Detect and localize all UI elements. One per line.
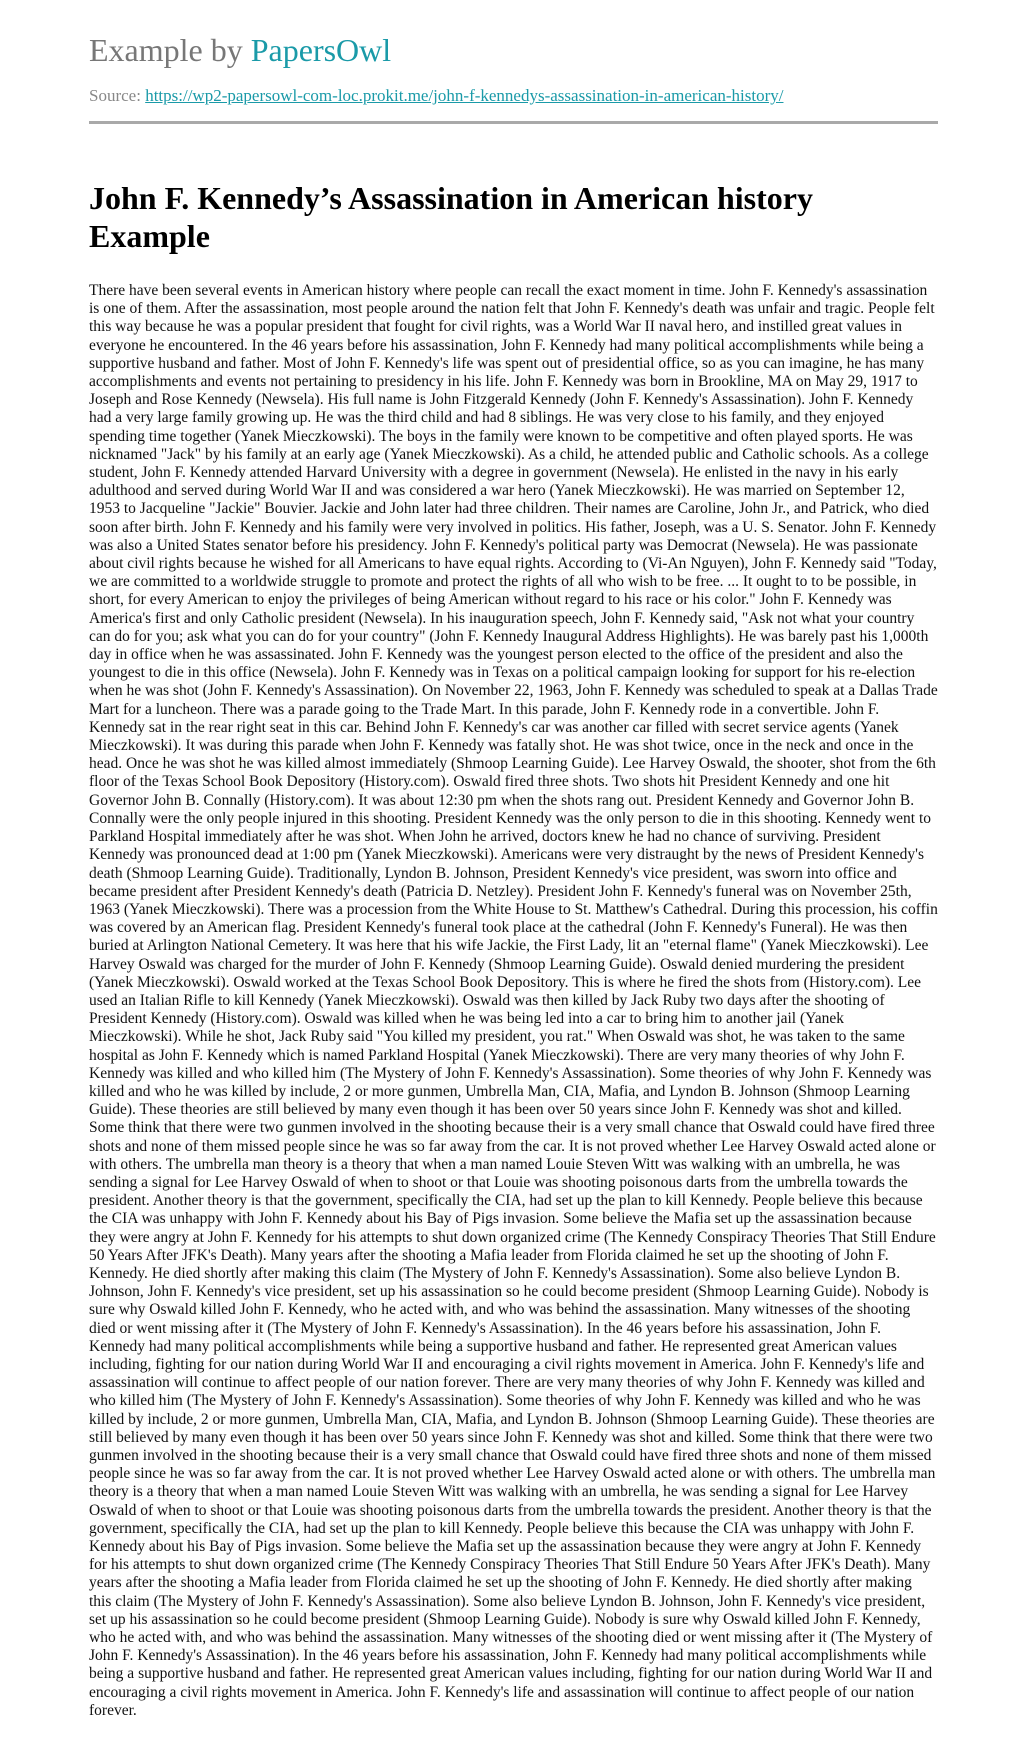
header-divider (89, 121, 938, 124)
brand-name[interactable]: PapersOwl (250, 32, 392, 68)
source-line (89, 84, 938, 108)
document-title: John F. Kennedy’s Assassination in American history Example (89, 180, 813, 254)
brand-prefix: Example by (89, 32, 251, 68)
document-body: There have been several events in American history where people can recall the exact moment in time. John F. Kennedy's assassination is one of them. After the assassination, most people around the nation felt that John F. Kennedy's death was unfair and tragic. People felt this way because he was a popular president that fought for civil rights, was a World War II naval hero, and instilled great values in everyone he encountered. In the 46 years before his assassination, John F. Kennedy had many political accomplishments while being a supportive husband and father. Most of John F. Kennedy's life was spent out of presidential office, so as you can imagine, he has many accomplishments and events not pertaining to presidency in his life. John F. Kennedy was born in Brookline, MA on May 29, 1917 to Joseph and Rose Kennedy (Newsela). His full name is John Fitzgerald Kennedy (John F. Kennedy's Assassination). John F. Kennedy had a very large family growing up. He was the third child and had 8 siblings. He was very close to his family, and they enjoyed spending time together (Yanek Mieczkowski). The boys in the family were known to be competitive and often played sports. He was nicknamed "Jack" by his family at an early age (Yanek Mieczkowski). As a child, he attended public and Catholic schools. As a college student, John F. Kennedy attended Harvard University with a degree in government (Newsela). He enlisted in the navy in his early adulthood and served during World War II and was considered a war hero (Yanek Mieczkowski). He was married on September 12, 1953 to Jacqueline "Jackie" Bouvier. Jackie and John later had three children. Their names are Caroline, John Jr., and Patrick, who died soon after birth. John F. Kennedy and his family were very involved in politics. His father, Joseph, was a U. S. Senator. John F. Kennedy was also a United States senator before his presidency. John F. Kennedy's political party was Democrat (Newsela). He was passionate about civil rights because he wished for all Americans to have equal rights. According to (Vi-An Nguyen), John F. Kennedy said "Today, we are committed to a worldwide struggle to promote and protect the rights of all who wish to be free. ... It ought to to be possible, in short, for every American to enjoy the privileges of being American without regard to his race or his color." John F. Kennedy was America's first and only Catholic president (Newsela). In his inauguration speech, John F. Kennedy said, "Ask not what your country can do for you; ask what you can do for your country" (John F. Kennedy Inaugural Address Highlights). He was barely past his 1,000th day in office when he was assassinated. John F. Kennedy was the youngest person elected to the office of the president and also the youngest to die in this office (Newsela). John F. Kennedy was in Texas on a political campaign looking for support for his re-election when he was shot (John F. Kennedy's Assassination). On November 22, 1963, John F. Kennedy was scheduled to speak at a Dallas Trade Mart for a luncheon. There was a parade going to the Trade Mart. In this parade, John F. Kennedy rode in a convertible. John F. Kennedy sat in the rear right seat in this car. Behind John F. Kennedy's car was another car filled with secret service agents (Yanek Mieczkowski). It was during this parade when John F. Kennedy was fatally shot. He was shot twice, once in the neck and once in the head. Once he was shot he was killed almost immediately (Shmoop Learning Guide). Lee Harvey Oswald, the shooter, shot from the 6th floor of the Texas School Book Depository (History.com). Oswald fired three shots. Two shots hit President Kennedy and one hit Governor John B. Connally (History.com). It was about 12:30 pm when the shots rang out. President Kennedy and Governor John B. Connally were the only people injured in this shooting. President Kennedy was the only person to die in this shooting. Kennedy went to Parkland Hospital immediately after he was shot. When John he arrived, doctors knew he had no chance of surviving. President Kennedy was pronounced dead at 1:00 pm (Yanek Mieczkowski). Americans were very distraught by the news of President Kennedy's death (Shmoop Learning Guide). Traditionally, Lyndon B. Johnson, President Kennedy's vice president, was sworn into office and became president after President Kennedy's death (Patricia D. Netzley). President John F. Kennedy's funeral was on November 25th, 1963 (Yanek Mieczkowski). There was a procession from the White House to St. Matthew's Cathedral. During this procession, his coffin was covered by an American flag. President Kennedy's funeral took place at the cathedral (John F. Kennedy's Funeral). He was then buried at Arlington National Cemetery. It was here that his wife Jackie, the First Lady, lit an "eternal flame" (Yanek Mieczkowski). Lee Harvey Oswald was charged for the murder of John F. Kennedy (Shmoop Learning Guide). Oswald denied murdering the president (Yanek Mieczkowski). Oswald worked at the Texas School Book Depository. This is where he fired the shots from (History.com). Lee used an Italian Rifle to kill Kennedy (Yanek Mieczkowski). Oswald was then killed by Jack Ruby two days after the shooting of President Kennedy (History.com). Oswald was killed when he was being led into a car to bring him to another jail (Yanek Mieczkowski). While he shot, Jack Ruby said "You killed my president, you rat." When Oswald was shot, he was taken to the same hospital as John F. Kennedy which is named Parkland Hospital (Yanek Mieczkowski). There are very many theories of why John F. Kennedy was killed and who killed him (The Mystery of John F. Kennedy's Assassination). Some theories of why John F. Kennedy was killed and who he was killed by include, 2 or more gunmen, Umbrella Man, CIA, Mafia, and Lyndon B. Johnson (Shmoop Learning Guide). These theories are still believed by many even though it has been over 50 years since John F. Kennedy was shot and killed. Some think that there were two gunmen involved in the shooting because their is a very small chance that Oswald could have fired three shots and none of them missed people since he was so far away from the car. It is not proved whether Lee Harvey Oswald acted alone or with others. The umbrella man theory is a theory that when a man named Louie Steven Witt was walking with an umbrella, he was sending a signal for Lee Harvey Oswald of when to shoot or that Louie was shooting poisonous darts from the umbrella towards the president. Another theory is that the government, specifically the CIA, had set up the plan to kill Kennedy. People believe this because the CIA was unhappy with John F. Kennedy about his Bay of Pigs invasion. Some believe the Mafia set up the assassination because they were angry at John F. Kennedy for his attempts to shut down organized crime (The Kennedy Conspiracy Theories That Still Endure 50 Years After JFK's Death). Many years after the shooting a Mafia leader from Florida claimed he set up the shooting of John F. Kennedy. He died shortly after making this claim (The Mystery of John F. Kennedy's Assassination). Some also believe Lyndon B. Johnson, John F. Kennedy's vice president, set up his assassination so he could become president (Shmoop Learning Guide). Nobody is sure why Oswald killed John F. Kennedy, who he acted with, and who was behind the assassination. Many witnesses of the shooting died or went missing after it (The Mystery of John F. Kennedy's Assassination). In the 46 years before his assassination, John F. Kennedy had many political accomplishments while being a supportive husband and father. He represented great American values including, fighting for our nation during World War II and encouraging a civil rights movement in America. John F. Kennedy's life and assassination will continue to affect people of our nation forever. There are very many theories of why John F. Kennedy was killed and who killed him (The Mystery of John F. Kennedy's Assassination). Some theories of why John F. Kennedy was killed and who he was killed by include, 2 or more gunmen, Umbrella Man, CIA, Mafia, and Lyndon B. Johnson (Shmoop Learning Guide). These theories are still believed by many even though it has been over 50 years since John F. Kennedy was shot and killed. Some think that there were two gunmen involved in the shooting because their is a very small chance that Oswald could have fired three shots and none of them missed people since he was so far away from the car. It is not proved whether Lee Harvey Oswald acted alone or with others. The umbrella man theory is a theory that when a man named Louie Steven Witt was walking with an umbrella, he was sending a signal for Lee Harvey Oswald of when to shoot or that Louie was shooting poisonous darts from the umbrella towards the president. Another theory is that the government, specifically the CIA, had set up the plan to kill Kennedy. People believe this because the CIA was unhappy with John F. Kennedy about his Bay of Pigs invasion. Some believe the Mafia set up the assassination because they were angry at John F. Kennedy for his attempts to shut down organized crime (The Kennedy Conspiracy Theories That Still Endure 50 Years After JFK's Death). Many years after the shooting a Mafia leader from Florida claimed he set up the shooting of John F. Kennedy. He died shortly after making this claim (The Mystery of John F. Kennedy's Assassination). Some also believe Lyndon B. Johnson, John F. Kennedy's vice president, set up his assassination so he could become president (Shmoop Learning Guide). Nobody is sure why Oswald killed John F. Kennedy, who he acted with, and who was behind the assassination. Many witnesses of the shooting died or went missing after it (The Mystery of John F. Kennedy's Assassination). In the 46 years before his assassination, John F. Kennedy had many political accomplishments while being a supportive husband and father. He represented great American values including, fighting for our nation during World War II and encouraging a civil rights movement in America. John F. Kennedy's life and assassination will continue to affect people of our nation forever. (89, 282, 938, 1719)
document-page (89, 28, 938, 1720)
source-link[interactable]: https://wp2-papersowl-com-loc.prokit.me/john-f-kennedys-assassination-in-american-history/ (145, 86, 784, 105)
brand-header (89, 28, 938, 72)
source-label: Source: (89, 86, 146, 105)
